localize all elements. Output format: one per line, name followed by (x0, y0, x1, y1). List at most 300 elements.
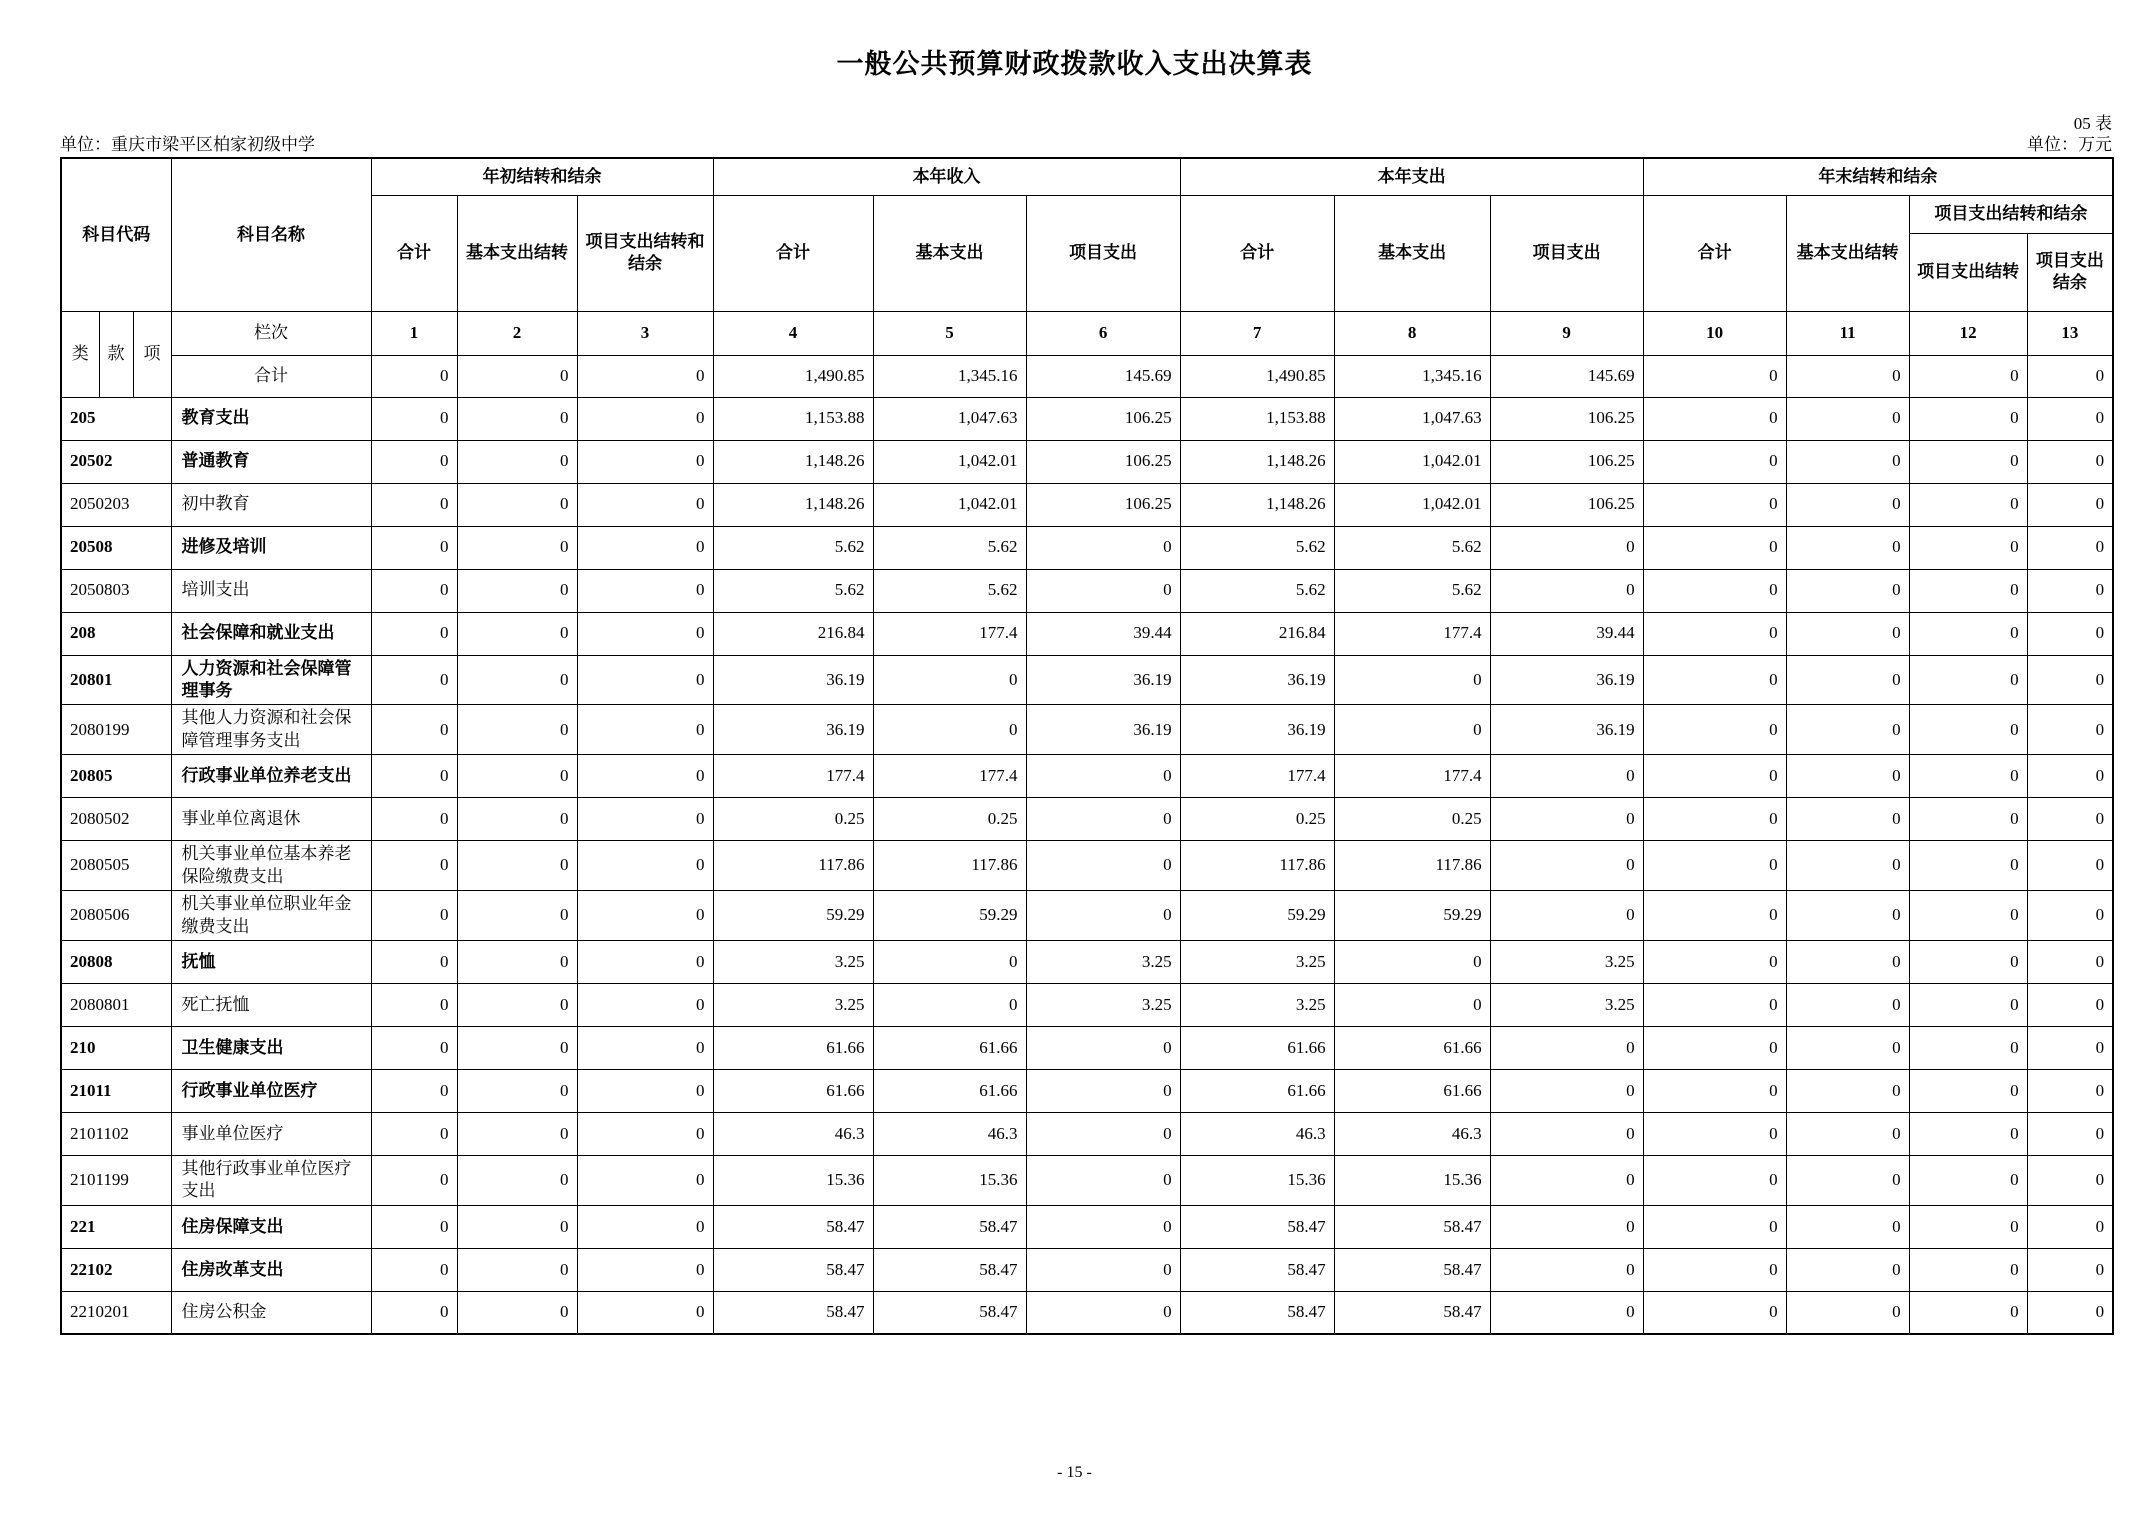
value-cell-col4: 1,153.88 (713, 397, 873, 440)
table-row-20502 (61, 440, 2113, 483)
value-cell-col2: 0 (457, 655, 577, 705)
value-cell-col9: 0 (1490, 1156, 1643, 1206)
value-cell-col13: 0 (2027, 397, 2113, 440)
subject-code-cell: 221 (61, 1205, 171, 1248)
value-cell-col8: 15.36 (1334, 1156, 1490, 1206)
value-cell-col10: 0 (1643, 891, 1786, 941)
value-cell-col3: 0 (577, 612, 713, 655)
value-cell-col7: 177.4 (1180, 755, 1334, 798)
value-cell-col13: 0 (2027, 483, 2113, 526)
value-cell-col11: 0 (1786, 798, 1909, 841)
value-cell-col7: 15.36 (1180, 1156, 1334, 1206)
subject-name-cell: 住房公积金 (171, 1291, 371, 1334)
value-cell-col10: 0 (1643, 798, 1786, 841)
grand-total-label: 合计 (171, 355, 371, 397)
subject-code-cell: 2050203 (61, 483, 171, 526)
value-cell-col13: 0 (2027, 1156, 2113, 1206)
value-cell-col2: 0 (457, 1248, 577, 1291)
subject-code-cell: 20508 (61, 526, 171, 569)
subject-code-cell: 20801 (61, 655, 171, 705)
value-cell-col6: 0 (1026, 1291, 1180, 1334)
column-index-13: 13 (2027, 311, 2113, 355)
value-cell-col4: 0.25 (713, 798, 873, 841)
grand-total-value-col12: 0 (1909, 355, 2027, 397)
value-cell-col1: 0 (371, 1027, 457, 1070)
value-cell-col2: 0 (457, 1113, 577, 1156)
value-cell-col9: 36.19 (1490, 655, 1643, 705)
subject-name-cell: 其他人力资源和社会保障管理事务支出 (171, 705, 371, 755)
subject-code-cell: 2080502 (61, 798, 171, 841)
value-cell-col2: 0 (457, 705, 577, 755)
value-cell-col9: 0 (1490, 526, 1643, 569)
value-cell-col5: 5.62 (873, 526, 1026, 569)
value-cell-col1: 0 (371, 755, 457, 798)
value-cell-col2: 0 (457, 941, 577, 984)
value-cell-col12: 0 (1909, 941, 2027, 984)
subject-code-cell: 2101102 (61, 1113, 171, 1156)
subject-name-cell: 行政事业单位养老支出 (171, 755, 371, 798)
value-cell-col11: 0 (1786, 984, 1909, 1027)
value-cell-col1: 0 (371, 891, 457, 941)
value-cell-col4: 117.86 (713, 841, 873, 891)
value-cell-col8: 58.47 (1334, 1291, 1490, 1334)
subject-code-header: 科目代码 (61, 158, 171, 311)
value-cell-col2: 0 (457, 1291, 577, 1334)
value-cell-col12: 0 (1909, 526, 2027, 569)
value-cell-col12: 0 (1909, 655, 2027, 705)
table-row-2080502 (61, 798, 2113, 841)
value-cell-col6: 3.25 (1026, 984, 1180, 1027)
value-cell-col10: 0 (1643, 569, 1786, 612)
value-cell-col10: 0 (1643, 755, 1786, 798)
value-cell-col6: 36.19 (1026, 705, 1180, 755)
grand-total-value-col2: 0 (457, 355, 577, 397)
value-cell-col12: 0 (1909, 1027, 2027, 1070)
value-cell-col13: 0 (2027, 1291, 2113, 1334)
value-cell-col2: 0 (457, 1070, 577, 1113)
value-cell-col2: 0 (457, 798, 577, 841)
value-cell-col11: 0 (1786, 1291, 1909, 1334)
table-row-20508 (61, 526, 2113, 569)
subject-name-cell: 事业单位医疗 (171, 1113, 371, 1156)
value-cell-col12: 0 (1909, 984, 2027, 1027)
value-cell-col11: 0 (1786, 755, 1909, 798)
value-cell-col5: 0 (873, 655, 1026, 705)
value-cell-col3: 0 (577, 526, 713, 569)
value-cell-col4: 3.25 (713, 984, 873, 1027)
grand-total-value-col11: 0 (1786, 355, 1909, 397)
subject-name-cell: 普通教育 (171, 440, 371, 483)
value-cell-col7: 58.47 (1180, 1291, 1334, 1334)
column-index-12: 12 (1909, 311, 2027, 355)
header-group-row (61, 158, 2113, 195)
value-cell-col4: 5.62 (713, 526, 873, 569)
value-cell-col11: 0 (1786, 483, 1909, 526)
value-cell-col5: 1,042.01 (873, 440, 1026, 483)
subject-code-cell: 20808 (61, 941, 171, 984)
value-cell-col4: 46.3 (713, 1113, 873, 1156)
value-cell-col12: 0 (1909, 569, 2027, 612)
value-cell-col2: 0 (457, 984, 577, 1027)
value-cell-col10: 0 (1643, 841, 1786, 891)
value-cell-col4: 58.47 (713, 1291, 873, 1334)
value-cell-col7: 216.84 (1180, 612, 1334, 655)
table-row-210 (61, 1027, 2113, 1070)
grand-total-value-col4: 1,490.85 (713, 355, 873, 397)
value-cell-col7: 46.3 (1180, 1113, 1334, 1156)
value-cell-col3: 0 (577, 891, 713, 941)
value-cell-col6: 0 (1026, 569, 1180, 612)
value-cell-col6: 0 (1026, 891, 1180, 941)
value-cell-col8: 177.4 (1334, 755, 1490, 798)
table-row-21011 (61, 1070, 2113, 1113)
table-row-221 (61, 1205, 2113, 1248)
value-cell-col9: 0 (1490, 1113, 1643, 1156)
value-cell-col9: 0 (1490, 1205, 1643, 1248)
value-cell-col7: 59.29 (1180, 891, 1334, 941)
value-cell-col5: 177.4 (873, 612, 1026, 655)
value-cell-col11: 0 (1786, 1070, 1909, 1113)
column-index-2: 2 (457, 311, 577, 355)
group-header-year-income: 本年收入 (713, 158, 1180, 195)
value-cell-col2: 0 (457, 1205, 577, 1248)
grand-total-value-col3: 0 (577, 355, 713, 397)
value-cell-col5: 0.25 (873, 798, 1026, 841)
value-cell-col6: 36.19 (1026, 655, 1180, 705)
value-cell-col2: 0 (457, 755, 577, 798)
value-cell-col2: 0 (457, 440, 577, 483)
value-cell-col8: 177.4 (1334, 612, 1490, 655)
value-cell-col13: 0 (2027, 841, 2113, 891)
value-cell-col4: 61.66 (713, 1070, 873, 1113)
value-cell-col1: 0 (371, 1156, 457, 1206)
value-cell-col3: 0 (577, 941, 713, 984)
value-cell-col6: 39.44 (1026, 612, 1180, 655)
value-cell-col9: 3.25 (1490, 941, 1643, 984)
table-row-20808 (61, 941, 2113, 984)
column-index-11: 11 (1786, 311, 1909, 355)
value-cell-col10: 0 (1643, 483, 1786, 526)
value-cell-col11: 0 (1786, 526, 1909, 569)
subject-code-cell: 2080199 (61, 705, 171, 755)
table-row-2080801 (61, 984, 2113, 1027)
value-cell-col8: 1,042.01 (1334, 440, 1490, 483)
subject-name-cell: 社会保障和就业支出 (171, 612, 371, 655)
value-cell-col6: 0 (1026, 755, 1180, 798)
value-cell-col5: 59.29 (873, 891, 1026, 941)
value-cell-col1: 0 (371, 1205, 457, 1248)
column-index-10: 10 (1643, 311, 1786, 355)
value-cell-col10: 0 (1643, 440, 1786, 483)
value-cell-col12: 0 (1909, 483, 2027, 526)
subject-name-cell: 机关事业单位职业年金缴费支出 (171, 891, 371, 941)
col-header-begin-project-carryover: 项目支出结转和结余 (577, 195, 713, 311)
subject-code-cell: 2210201 (61, 1291, 171, 1334)
value-cell-col10: 0 (1643, 397, 1786, 440)
value-cell-col12: 0 (1909, 705, 2027, 755)
col-header-end-basic-carryover: 基本支出结转 (1786, 195, 1909, 311)
value-cell-col8: 0 (1334, 941, 1490, 984)
value-cell-col12: 0 (1909, 1248, 2027, 1291)
value-cell-col3: 0 (577, 1291, 713, 1334)
value-cell-col2: 0 (457, 483, 577, 526)
subject-name-cell: 住房保障支出 (171, 1205, 371, 1248)
value-cell-col4: 15.36 (713, 1156, 873, 1206)
table-row-2101199 (61, 1156, 2113, 1206)
value-cell-col5: 58.47 (873, 1205, 1026, 1248)
value-cell-col3: 0 (577, 655, 713, 705)
value-cell-col10: 0 (1643, 1248, 1786, 1291)
value-cell-col13: 0 (2027, 705, 2113, 755)
value-cell-col12: 0 (1909, 612, 2027, 655)
value-cell-col2: 0 (457, 1027, 577, 1070)
value-cell-col4: 58.47 (713, 1205, 873, 1248)
subject-name-header: 科目名称 (171, 158, 371, 311)
code-level-item: 项 (133, 311, 171, 397)
value-cell-col8: 117.86 (1334, 841, 1490, 891)
value-cell-col11: 0 (1786, 891, 1909, 941)
value-cell-col7: 3.25 (1180, 941, 1334, 984)
value-cell-col13: 0 (2027, 1248, 2113, 1291)
value-cell-col1: 0 (371, 798, 457, 841)
table-row-205 (61, 397, 2113, 440)
value-cell-col10: 0 (1643, 1291, 1786, 1334)
column-index-label: 栏次 (171, 311, 371, 355)
value-cell-col13: 0 (2027, 1027, 2113, 1070)
column-index-7: 7 (1180, 311, 1334, 355)
value-cell-col8: 5.62 (1334, 569, 1490, 612)
value-cell-col11: 0 (1786, 612, 1909, 655)
value-cell-col12: 0 (1909, 1156, 2027, 1206)
value-cell-col5: 117.86 (873, 841, 1026, 891)
value-cell-col10: 0 (1643, 655, 1786, 705)
value-cell-col12: 0 (1909, 798, 2027, 841)
grand-total-value-col13: 0 (2027, 355, 2113, 397)
value-cell-col9: 0 (1490, 1070, 1643, 1113)
value-cell-col3: 0 (577, 841, 713, 891)
value-cell-col12: 0 (1909, 1113, 2027, 1156)
value-cell-col6: 0 (1026, 1113, 1180, 1156)
value-cell-col10: 0 (1643, 612, 1786, 655)
value-cell-col1: 0 (371, 984, 457, 1027)
value-cell-col4: 5.62 (713, 569, 873, 612)
value-cell-col7: 61.66 (1180, 1027, 1334, 1070)
col-header-expense-project: 项目支出 (1490, 195, 1643, 311)
value-cell-col8: 58.47 (1334, 1248, 1490, 1291)
value-cell-col5: 0 (873, 941, 1026, 984)
value-cell-col1: 0 (371, 612, 457, 655)
column-index-4: 4 (713, 311, 873, 355)
value-cell-col9: 0 (1490, 569, 1643, 612)
value-cell-col7: 61.66 (1180, 1070, 1334, 1113)
value-cell-col11: 0 (1786, 941, 1909, 984)
value-cell-col11: 0 (1786, 841, 1909, 891)
value-cell-col6: 3.25 (1026, 941, 1180, 984)
value-cell-col8: 0 (1334, 705, 1490, 755)
value-cell-col7: 5.62 (1180, 569, 1334, 612)
col-header-end-total: 合计 (1643, 195, 1786, 311)
value-cell-col9: 0 (1490, 1291, 1643, 1334)
value-cell-col5: 58.47 (873, 1291, 1026, 1334)
value-cell-col10: 0 (1643, 1113, 1786, 1156)
subject-code-cell: 20805 (61, 755, 171, 798)
value-cell-col3: 0 (577, 1113, 713, 1156)
subject-code-cell: 2050803 (61, 569, 171, 612)
value-cell-col6: 0 (1026, 1070, 1180, 1113)
value-cell-col3: 0 (577, 798, 713, 841)
value-cell-col1: 0 (371, 1248, 457, 1291)
value-cell-col7: 3.25 (1180, 984, 1334, 1027)
value-cell-col3: 0 (577, 705, 713, 755)
subject-code-cell: 2080801 (61, 984, 171, 1027)
value-cell-col9: 0 (1490, 755, 1643, 798)
value-cell-col4: 58.47 (713, 1248, 873, 1291)
value-cell-col3: 0 (577, 569, 713, 612)
table-row-2080505 (61, 841, 2113, 891)
value-cell-col8: 0 (1334, 655, 1490, 705)
column-index-6: 6 (1026, 311, 1180, 355)
value-cell-col5: 1,047.63 (873, 397, 1026, 440)
value-cell-col4: 1,148.26 (713, 440, 873, 483)
value-cell-col11: 0 (1786, 1156, 1909, 1206)
value-cell-col9: 106.25 (1490, 440, 1643, 483)
value-cell-col7: 1,148.26 (1180, 483, 1334, 526)
value-cell-col5: 0 (873, 984, 1026, 1027)
value-cell-col8: 0.25 (1334, 798, 1490, 841)
value-cell-col13: 0 (2027, 1205, 2113, 1248)
column-index-1: 1 (371, 311, 457, 355)
value-cell-col8: 46.3 (1334, 1113, 1490, 1156)
value-cell-col5: 15.36 (873, 1156, 1026, 1206)
value-cell-col3: 0 (577, 755, 713, 798)
grand-total-value-col8: 1,345.16 (1334, 355, 1490, 397)
value-cell-col12: 0 (1909, 1070, 2027, 1113)
value-cell-col8: 58.47 (1334, 1205, 1490, 1248)
value-cell-col9: 0 (1490, 798, 1643, 841)
value-cell-col10: 0 (1643, 526, 1786, 569)
col-header-income-project: 项目支出 (1026, 195, 1180, 311)
value-cell-col13: 0 (2027, 1070, 2113, 1113)
value-cell-col2: 0 (457, 612, 577, 655)
column-index-3: 3 (577, 311, 713, 355)
value-cell-col1: 0 (371, 1070, 457, 1113)
value-cell-col1: 0 (371, 655, 457, 705)
column-index-5: 5 (873, 311, 1026, 355)
value-cell-col11: 0 (1786, 1205, 1909, 1248)
value-cell-col7: 58.47 (1180, 1248, 1334, 1291)
value-cell-col6: 0 (1026, 1205, 1180, 1248)
value-cell-col13: 0 (2027, 891, 2113, 941)
value-cell-col8: 5.62 (1334, 526, 1490, 569)
subject-name-cell: 行政事业单位医疗 (171, 1070, 371, 1113)
table-meta (60, 109, 2112, 155)
value-cell-col2: 0 (457, 841, 577, 891)
value-cell-col7: 36.19 (1180, 705, 1334, 755)
table-row-2101102 (61, 1113, 2113, 1156)
group-header-year-expense: 本年支出 (1180, 158, 1643, 195)
col-header-begin-total: 合计 (371, 195, 457, 311)
value-cell-col10: 0 (1643, 705, 1786, 755)
col-header-expense-basic: 基本支出 (1334, 195, 1490, 311)
value-cell-col3: 0 (577, 984, 713, 1027)
value-cell-col2: 0 (457, 397, 577, 440)
budget-table (60, 157, 2114, 1335)
value-cell-col13: 0 (2027, 798, 2113, 841)
org-unit-label: 单位：重庆市梁平区柏家初级中学 (60, 135, 315, 154)
value-cell-col6: 0 (1026, 841, 1180, 891)
table-row-2080199 (61, 705, 2113, 755)
code-level-class: 类 (61, 311, 99, 397)
value-cell-col13: 0 (2027, 941, 2113, 984)
grand-total-value-col5: 1,345.16 (873, 355, 1026, 397)
subject-code-cell: 20502 (61, 440, 171, 483)
value-cell-col7: 0.25 (1180, 798, 1334, 841)
value-cell-col6: 106.25 (1026, 483, 1180, 526)
value-cell-col9: 39.44 (1490, 612, 1643, 655)
value-cell-col12: 0 (1909, 1205, 2027, 1248)
value-cell-col9: 0 (1490, 891, 1643, 941)
value-cell-col1: 0 (371, 941, 457, 984)
value-cell-col1: 0 (371, 1291, 457, 1334)
col-header-income-basic: 基本支出 (873, 195, 1026, 311)
value-cell-col6: 0 (1026, 1027, 1180, 1070)
value-cell-col3: 0 (577, 483, 713, 526)
subject-code-cell: 210 (61, 1027, 171, 1070)
value-cell-col13: 0 (2027, 440, 2113, 483)
value-cell-col7: 1,148.26 (1180, 440, 1334, 483)
table-row-2050803 (61, 569, 2113, 612)
value-cell-col3: 0 (577, 1070, 713, 1113)
grand-total-value-col7: 1,490.85 (1180, 355, 1334, 397)
value-cell-col1: 0 (371, 397, 457, 440)
value-cell-col6: 0 (1026, 1248, 1180, 1291)
subject-code-cell: 22102 (61, 1248, 171, 1291)
value-cell-col10: 0 (1643, 984, 1786, 1027)
value-cell-col8: 61.66 (1334, 1070, 1490, 1113)
table-row-2050203 (61, 483, 2113, 526)
value-cell-col4: 59.29 (713, 891, 873, 941)
value-cell-col11: 0 (1786, 1248, 1909, 1291)
value-cell-col9: 106.25 (1490, 397, 1643, 440)
value-cell-col6: 0 (1026, 1156, 1180, 1206)
value-cell-col11: 0 (1786, 1113, 1909, 1156)
value-cell-col6: 0 (1026, 798, 1180, 841)
value-cell-col12: 0 (1909, 841, 2027, 891)
table-row-20805 (61, 755, 2113, 798)
value-cell-col13: 0 (2027, 526, 2113, 569)
value-cell-col5: 1,042.01 (873, 483, 1026, 526)
subject-name-cell: 事业单位离退休 (171, 798, 371, 841)
value-cell-col4: 177.4 (713, 755, 873, 798)
value-cell-col9: 0 (1490, 1248, 1643, 1291)
subgroup-header-end-project: 项目支出结转和结余 (1909, 195, 2113, 233)
value-cell-col1: 0 (371, 483, 457, 526)
value-cell-col2: 0 (457, 891, 577, 941)
value-cell-col5: 61.66 (873, 1070, 1026, 1113)
grand-total-value-col6: 145.69 (1026, 355, 1180, 397)
col-header-end-project-surplus: 项目支出结余 (2027, 233, 2113, 311)
value-cell-col9: 106.25 (1490, 483, 1643, 526)
money-unit-label: 单位：万元 (2027, 135, 2112, 154)
value-cell-col11: 0 (1786, 655, 1909, 705)
subject-name-cell: 培训支出 (171, 569, 371, 612)
value-cell-col9: 36.19 (1490, 705, 1643, 755)
group-header-end-balance: 年末结转和结余 (1643, 158, 2113, 195)
value-cell-col11: 0 (1786, 705, 1909, 755)
value-cell-col9: 0 (1490, 841, 1643, 891)
subject-code-cell: 2080505 (61, 841, 171, 891)
value-cell-col6: 106.25 (1026, 397, 1180, 440)
